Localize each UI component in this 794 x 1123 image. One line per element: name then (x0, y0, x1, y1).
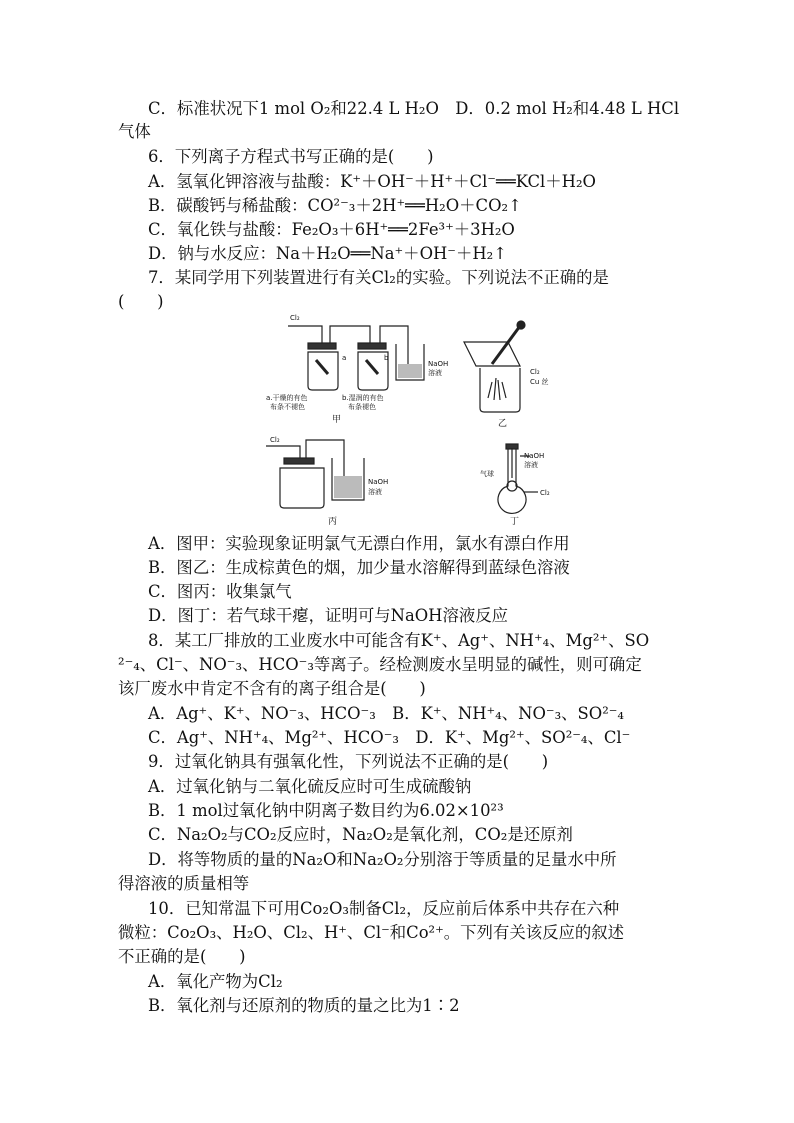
caption-yi: 乙 (498, 419, 508, 429)
q7-option-d: D．图丁：若气球干瘪，证明可与NaOH溶液反应 (148, 606, 509, 625)
q7-option-a: A．图甲：实验现象证明氯气无漂白作用，氯水有漂白作用 (148, 534, 570, 553)
jia-cl2-label: Cl₂ (290, 314, 300, 322)
jia-solution-label: 溶液 (428, 369, 442, 377)
q7-option-b: B．图乙：生成棕黄色的烟，加少量水溶解得到蓝绿色溶液 (148, 558, 570, 577)
q8-stem-3: 该厂废水中肯定不含有的离子组合是( ) (118, 679, 426, 698)
jia-stopper-2 (358, 343, 386, 349)
jia-note-a2: 布条不褪色 (270, 403, 305, 411)
caption-bing: 丙 (328, 517, 338, 527)
caption-ding: 丁 (510, 517, 520, 527)
jia-note-b1: b.湿润的有色 (342, 394, 384, 402)
q9-option-b: B．1 mol过氧化钠中阴离子数目约为6.02×10²³ (148, 801, 504, 820)
bing-naoh-liquid (334, 476, 362, 498)
q8-stem-2: ²⁻₄、Cl⁻、NO⁻₃、HCO⁻₃等离子。经检测废水呈明显的碱性，则可确定 (118, 655, 642, 674)
q5-option-d-continuation: 气体 (118, 122, 151, 141)
q10-option-a: A．氧化产物为Cl₂ (148, 972, 283, 991)
q9-option-d: D．将等物质的量的Na₂O和Na₂O₂分别溶于等质量的足量水中所 (148, 850, 617, 869)
jia-naoh-liquid (398, 364, 422, 378)
jia-bottle-1 (308, 352, 338, 390)
q6-stem: 6．下列离子方程式书写正确的是( ) (148, 147, 434, 166)
jia-connect-tube (330, 326, 370, 343)
jia-note-b2: 布条褪色 (348, 403, 376, 411)
q8-stem-1: 8．某工厂排放的工业废水中可能含有K⁺、Ag⁺、NH⁺₄、Mg²⁺、SO (148, 631, 650, 650)
q10-stem-1: 10．已知常温下可用Co₂O₃制备Cl₂，反应前后体系中共存在六种 (148, 899, 620, 918)
q5-option-c-d: C．标准状况下1 mol O₂和22.4 L H₂O D．0.2 mol H₂和4.48 L HCl (148, 99, 680, 118)
ding-solution-label: 溶液 (524, 461, 538, 469)
apparatus-diagram (258, 308, 568, 530)
jia-a-label: a (342, 354, 347, 362)
q8-option-a-b: A．Ag⁺、K⁺、NO⁻₃、HCO⁻₃ B．K⁺、NH⁺₄、NO⁻₃、SO²⁻₄ (148, 704, 624, 723)
yi-cu-label: Cu 丝 (530, 378, 549, 386)
jia-note-a1: a.干燥的有色 (266, 394, 308, 402)
bing-cl2-label: Cl₂ (270, 436, 280, 444)
jia-strip-a (316, 360, 328, 374)
bing-stopper (284, 458, 314, 464)
bing-naoh-label: NaOH (368, 478, 389, 486)
jia-b-label: b (384, 354, 389, 362)
bing-inlet-tube (266, 446, 300, 458)
q6-option-d: D．钠与水反应：Na＋H₂O══Na⁺＋OH⁻＋H₂↑ (148, 244, 507, 263)
yi-jar (480, 368, 520, 412)
bing-bottle (280, 468, 324, 508)
q9-option-d-continuation: 得溶液的质量相等 (118, 874, 250, 893)
q6-option-a: A．氢氧化钾溶液与盐酸：K⁺＋OH⁻＋H⁺＋Cl⁻══KCl＋H₂O (148, 172, 596, 191)
jia-naoh-label: NaOH (428, 360, 449, 368)
q9-option-a: A．过氧化钠与二氧化硫反应时可生成硫酸钠 (148, 777, 472, 796)
yi-cu-wire (488, 378, 506, 400)
q10-stem-3: 不正确的是( ) (118, 947, 246, 966)
q9-stem: 9．过氧化钠具有强氧化性，下列说法不正确的是( ) (148, 752, 549, 771)
jia-inlet-tube (288, 326, 322, 343)
jia-strip-b (366, 360, 378, 374)
ding-cl2-label: Cl₂ (540, 489, 550, 497)
q7-stem: 7．某同学用下列装置进行有关Cl₂的实验。下列说法不正确的是 (148, 268, 609, 287)
ding-balloon-label: 气球 (480, 470, 494, 478)
bing-solution-label: 溶液 (368, 488, 382, 496)
q10-stem-2: 微粒：Co₂O₃、H₂O、Cl₂、H⁺、Cl⁻和Co²⁺。下列有关该反应的叙述 (118, 923, 625, 942)
yi-cl2-label: Cl₂ (530, 368, 540, 376)
q6-option-b: B．碳酸钙与稀盐酸：CO²⁻₃＋2H⁺══H₂O＋CO₂↑ (148, 196, 522, 215)
q9-option-c: C．Na₂O₂与CO₂反应时，Na₂O₂是氧化剂，CO₂是还原剂 (148, 825, 573, 844)
q8-option-c-d: C．Ag⁺、NH⁺₄、Mg²⁺、HCO⁻₃ D．K⁺、Mg²⁺、SO²⁻₄、Cl⁻ (148, 728, 631, 747)
caption-jia: 甲 (332, 415, 342, 425)
yi-rod-end (517, 321, 525, 329)
q7-option-c: C．图丙：收集氯气 (148, 582, 292, 601)
q7-stem-bracket: ( ) (118, 292, 164, 311)
jia-stopper-1 (308, 343, 336, 349)
q10-option-b: B．氧化剂与还原剂的物质的量之比为1∶2 (148, 996, 460, 1015)
apparatus-figure (258, 308, 568, 530)
q6-option-c: C．氧化铁与盐酸：Fe₂O₃＋6H⁺══2Fe³⁺＋3H₂O (148, 220, 515, 239)
ding-naoh-label: NaOH (524, 452, 545, 460)
